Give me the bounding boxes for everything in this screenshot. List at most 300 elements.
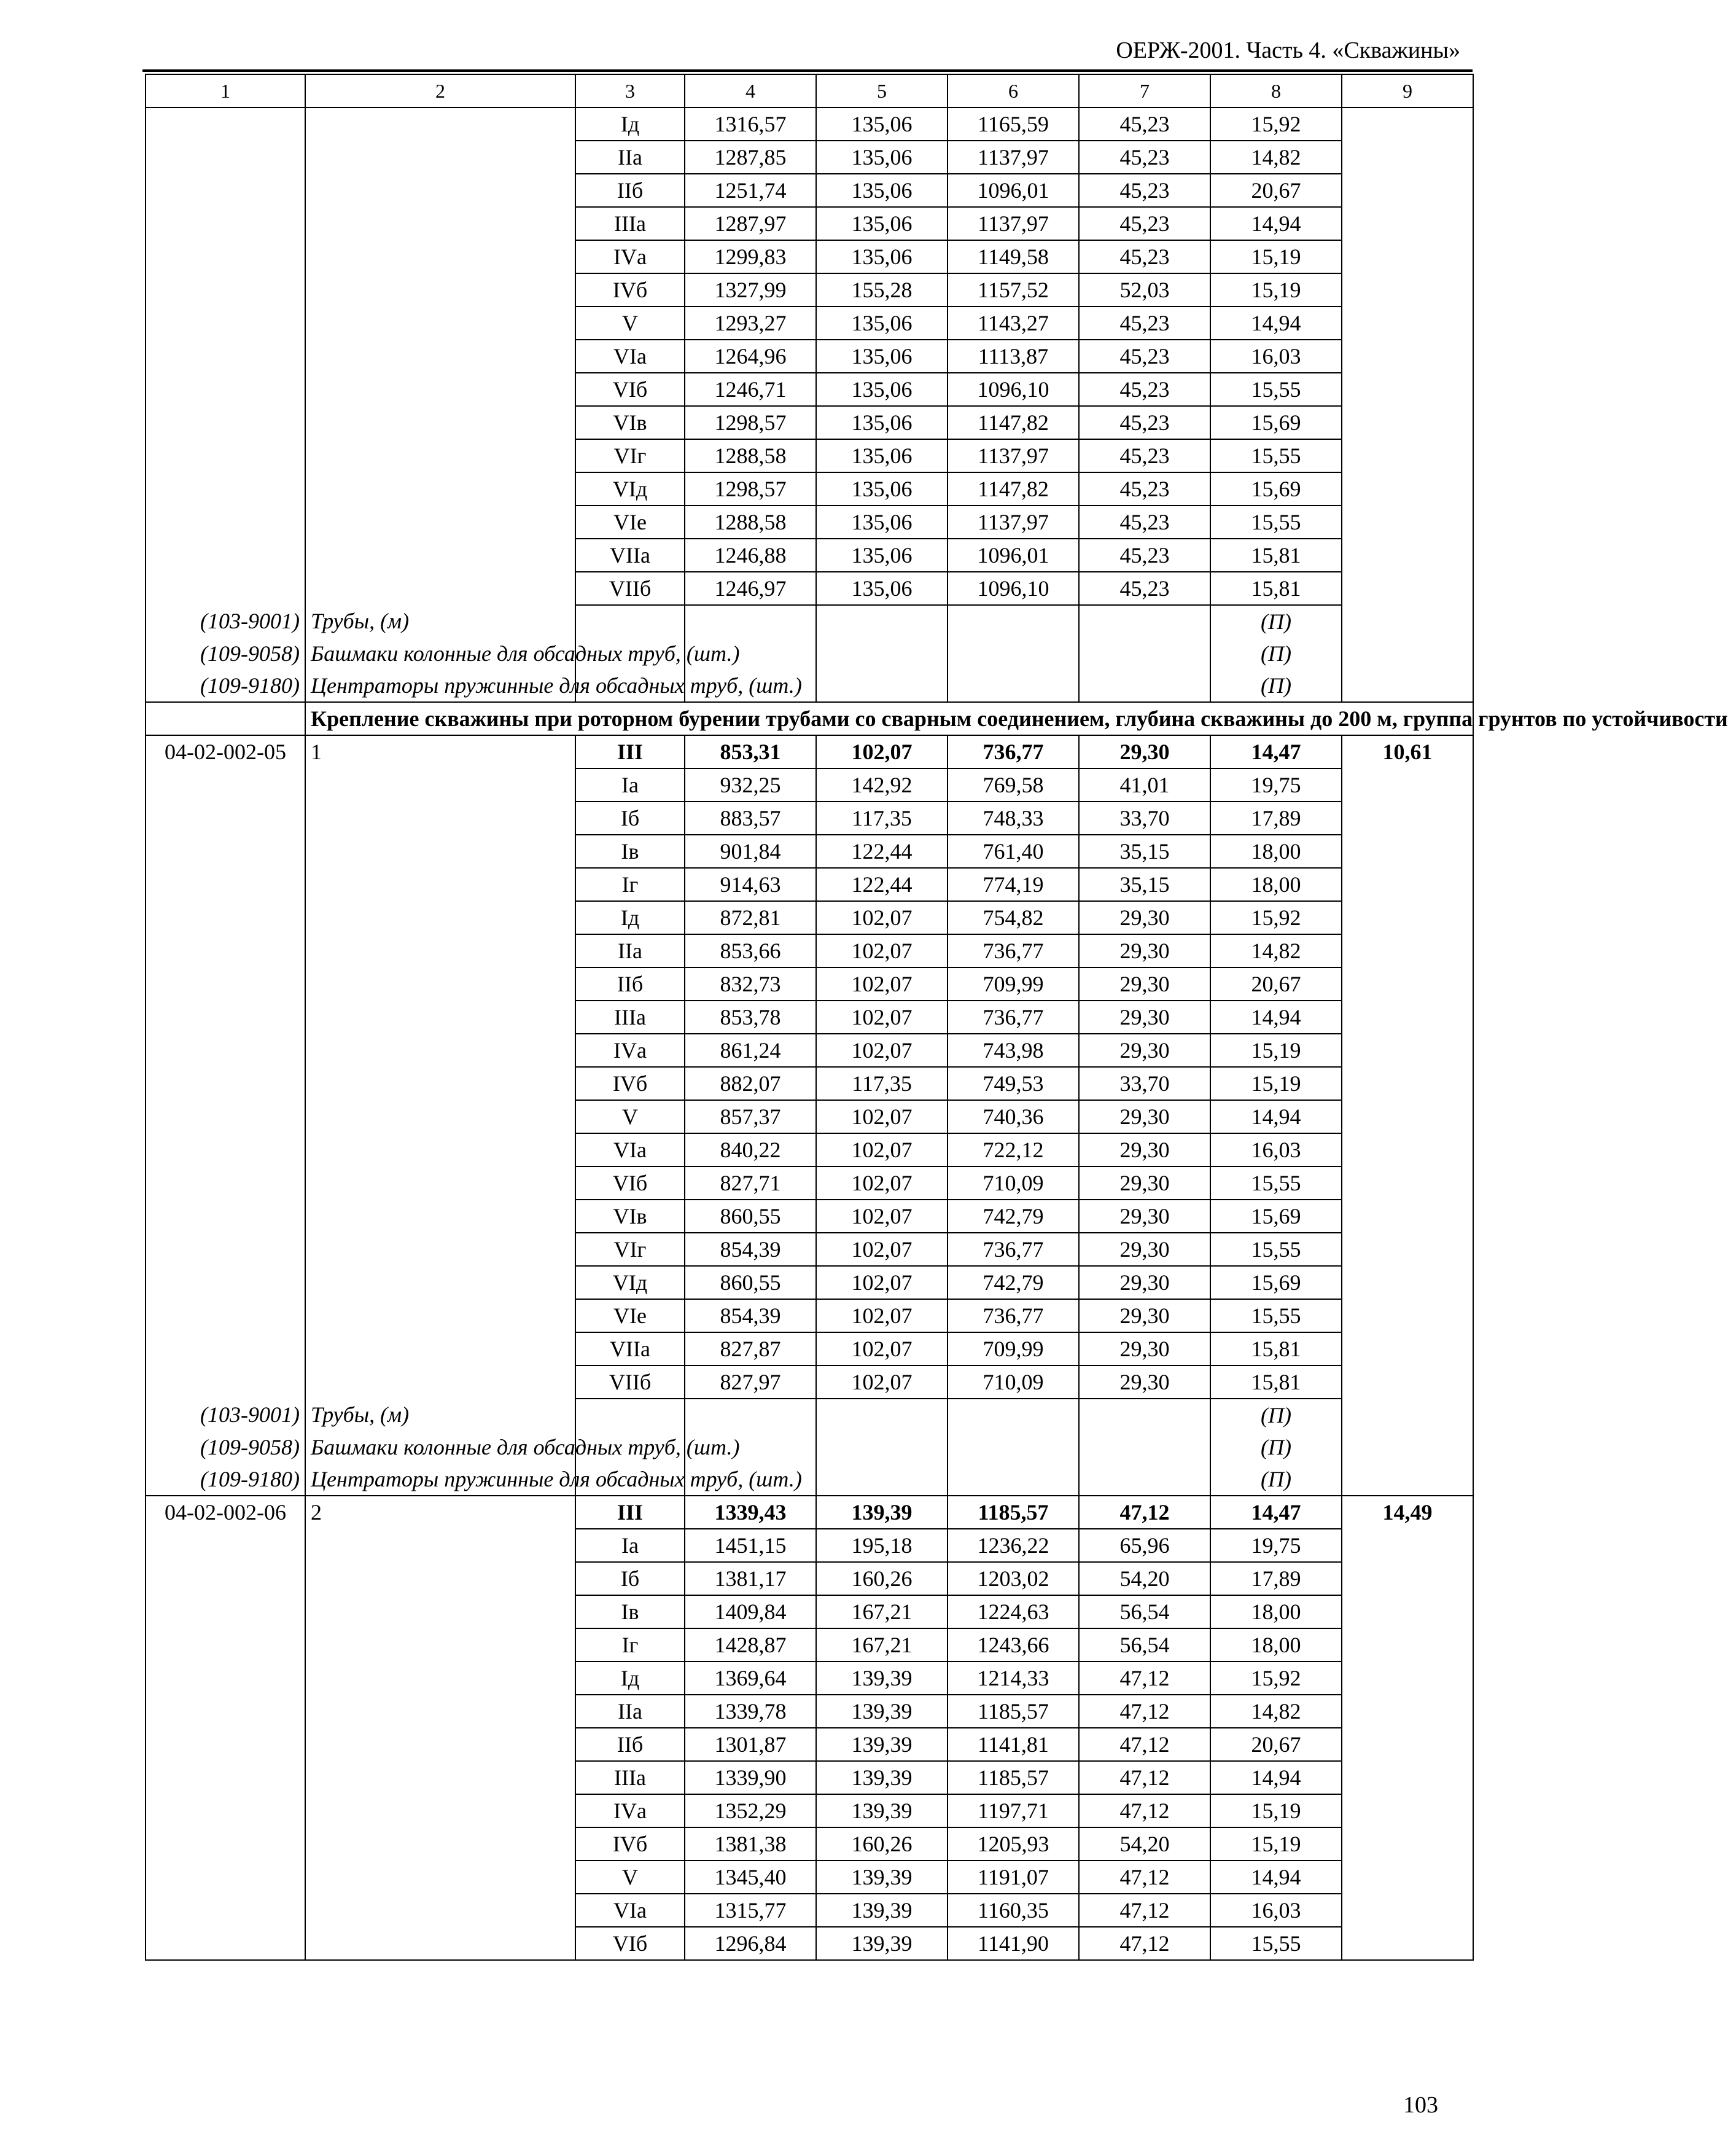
empty-cell — [575, 1399, 685, 1431]
wage-cell: 102,07 — [816, 735, 948, 768]
labor-cell: 15,55 — [1210, 1299, 1342, 1332]
labor-cell: 15,19 — [1210, 1067, 1342, 1100]
machinist-labor-cell — [1342, 1562, 1473, 1595]
machine-cell: 1160,35 — [948, 1894, 1079, 1927]
soil-group-cell: VIа — [575, 1894, 685, 1927]
norm-name-cell — [305, 768, 575, 802]
norm-code-cell — [146, 340, 305, 373]
driver-wage-cell: 47,12 — [1079, 1761, 1210, 1794]
empty-cell — [1079, 605, 1210, 638]
norm-code-cell — [146, 1166, 305, 1200]
wage-cell: 139,39 — [816, 1728, 948, 1761]
machine-cell: 1147,82 — [948, 472, 1079, 506]
resource-mark: (П) — [1210, 1399, 1342, 1431]
table-row — [146, 735, 1473, 768]
norm-name-cell — [305, 340, 575, 373]
soil-group-cell: Iд — [575, 1662, 685, 1695]
total-cost-cell: 1246,88 — [685, 539, 816, 572]
norm-code-cell: 04-02-002-05 — [146, 735, 305, 768]
total-cost-cell: 832,73 — [685, 967, 816, 1001]
table-row — [146, 1827, 1473, 1861]
norm-name-cell — [305, 406, 575, 439]
norm-name-cell — [305, 1861, 575, 1894]
wage-cell: 102,07 — [816, 1001, 948, 1034]
total-cost-cell: 1315,77 — [685, 1894, 816, 1927]
labor-cell: 20,67 — [1210, 967, 1342, 1001]
machine-cell: 736,77 — [948, 1001, 1079, 1034]
norm-name-cell — [305, 901, 575, 934]
table-row — [146, 307, 1473, 340]
soil-group-cell: IVа — [575, 1794, 685, 1827]
table-row — [146, 1299, 1473, 1332]
table-row — [146, 472, 1473, 506]
labor-cell: 15,19 — [1210, 1034, 1342, 1067]
machine-cell: 1243,66 — [948, 1628, 1079, 1662]
norm-code-cell — [146, 1662, 305, 1695]
machine-cell: 1147,82 — [948, 406, 1079, 439]
labor-cell: 14,94 — [1210, 307, 1342, 340]
total-cost-cell: 861,24 — [685, 1034, 816, 1067]
empty-cell — [948, 605, 1079, 638]
norm-code-cell — [146, 1067, 305, 1100]
resource-row — [146, 1463, 1473, 1496]
total-cost-cell: 854,39 — [685, 1233, 816, 1266]
total-cost-cell: 1246,97 — [685, 572, 816, 605]
norm-code-cell — [146, 835, 305, 868]
norm-name-cell — [305, 1166, 575, 1200]
machinist-labor-cell — [1342, 174, 1473, 207]
norm-code-cell — [146, 1894, 305, 1927]
total-cost-cell: 1288,58 — [685, 439, 816, 472]
driver-wage-cell: 29,30 — [1079, 1034, 1210, 1067]
soil-group-cell: Iв — [575, 835, 685, 868]
column-number: 4 — [685, 74, 816, 107]
soil-group-cell: Iг — [575, 868, 685, 901]
table-row — [146, 1529, 1473, 1562]
total-cost-cell: 1296,84 — [685, 1927, 816, 1960]
resource-code: (109-9058) — [146, 1431, 305, 1463]
norm-code-cell — [146, 1562, 305, 1595]
wage-cell: 122,44 — [816, 868, 948, 901]
driver-wage-cell: 29,30 — [1079, 1133, 1210, 1166]
soil-group-cell: VIг — [575, 439, 685, 472]
machinist-labor-cell — [1342, 1133, 1473, 1166]
machinist-labor-cell — [1342, 1827, 1473, 1861]
norm-name-cell — [305, 1728, 575, 1761]
machine-cell: 1236,22 — [948, 1529, 1079, 1562]
wage-cell: 117,35 — [816, 802, 948, 835]
labor-cell: 18,00 — [1210, 835, 1342, 868]
table-row — [146, 1662, 1473, 1695]
wage-cell: 135,06 — [816, 439, 948, 472]
driver-wage-cell: 35,15 — [1079, 868, 1210, 901]
soil-group-cell: IIб — [575, 1728, 685, 1761]
labor-cell: 15,55 — [1210, 1927, 1342, 1960]
table-row — [146, 967, 1473, 1001]
norm-code-cell — [146, 1761, 305, 1794]
labor-cell: 15,92 — [1210, 901, 1342, 934]
labor-cell: 15,55 — [1210, 439, 1342, 472]
machine-cell: 1137,97 — [948, 207, 1079, 240]
soil-group-cell: VIб — [575, 1927, 685, 1960]
soil-group-cell: Iа — [575, 1529, 685, 1562]
table-row — [146, 934, 1473, 967]
page-header-title: ОЕРЖ-2001. Часть 4. «Скважины» — [1116, 37, 1460, 63]
machinist-labor-cell — [1342, 373, 1473, 406]
empty-cell — [1342, 1431, 1473, 1463]
total-cost-cell: 827,97 — [685, 1365, 816, 1399]
machine-cell: 1185,57 — [948, 1761, 1079, 1794]
total-cost-cell: 840,22 — [685, 1133, 816, 1166]
labor-cell: 15,19 — [1210, 273, 1342, 307]
machinist-labor-cell — [1342, 439, 1473, 472]
table-row — [146, 1133, 1473, 1166]
machinist-labor-cell — [1342, 868, 1473, 901]
wage-cell: 139,39 — [816, 1927, 948, 1960]
empty-cell — [1079, 638, 1210, 670]
soil-group-cell: IVб — [575, 273, 685, 307]
soil-group-cell: Iг — [575, 1628, 685, 1662]
wage-cell: 102,07 — [816, 1133, 948, 1166]
total-cost-cell: 1264,96 — [685, 340, 816, 373]
table-row — [146, 1266, 1473, 1299]
norm-name-cell — [305, 572, 575, 605]
norm-name-cell — [305, 539, 575, 572]
soil-group-cell: Iа — [575, 768, 685, 802]
machine-cell: 1137,97 — [948, 141, 1079, 174]
empty-cell — [685, 1399, 816, 1431]
machinist-labor-cell — [1342, 406, 1473, 439]
soil-group-cell: V — [575, 307, 685, 340]
soil-group-cell: VIIб — [575, 1365, 685, 1399]
machine-cell: 710,09 — [948, 1166, 1079, 1200]
wage-cell: 160,26 — [816, 1562, 948, 1595]
machine-cell: 742,79 — [948, 1200, 1079, 1233]
driver-wage-cell: 45,23 — [1079, 174, 1210, 207]
norm-name-cell — [305, 1365, 575, 1399]
wage-cell: 102,07 — [816, 1100, 948, 1133]
norm-code-cell — [146, 273, 305, 307]
table-row — [146, 1794, 1473, 1827]
table-row — [146, 1695, 1473, 1728]
empty-cell — [816, 1399, 948, 1431]
driver-wage-cell: 35,15 — [1079, 835, 1210, 868]
empty-cell — [948, 1399, 1079, 1431]
norm-code-cell — [146, 1695, 305, 1728]
norm-name-cell — [305, 1200, 575, 1233]
driver-wage-cell: 54,20 — [1079, 1562, 1210, 1595]
norm-name-cell: 1 — [305, 735, 575, 768]
driver-wage-cell: 45,23 — [1079, 506, 1210, 539]
machinist-labor-cell — [1342, 1628, 1473, 1662]
machine-cell: 743,98 — [948, 1034, 1079, 1067]
driver-wage-cell: 29,30 — [1079, 1233, 1210, 1266]
empty-cell — [816, 1431, 948, 1463]
labor-cell: 16,03 — [1210, 1133, 1342, 1166]
labor-cell: 15,92 — [1210, 107, 1342, 141]
total-cost-cell: 1381,38 — [685, 1827, 816, 1861]
soil-group-cell: VIд — [575, 1266, 685, 1299]
norm-name-cell — [305, 141, 575, 174]
labor-cell: 14,94 — [1210, 1761, 1342, 1794]
table-row — [146, 1628, 1473, 1662]
norm-name-cell — [305, 1067, 575, 1100]
norm-name-cell — [305, 1695, 575, 1728]
soil-group-cell: IIб — [575, 174, 685, 207]
wage-cell: 135,06 — [816, 373, 948, 406]
norm-name-cell — [305, 802, 575, 835]
wage-cell: 139,39 — [816, 1861, 948, 1894]
norm-name-cell — [305, 1001, 575, 1034]
labor-cell: 15,69 — [1210, 406, 1342, 439]
norm-name-cell — [305, 1662, 575, 1695]
machine-cell: 736,77 — [948, 1233, 1079, 1266]
machine-cell: 1214,33 — [948, 1662, 1079, 1695]
norm-name-cell — [305, 1299, 575, 1332]
machinist-labor-cell — [1342, 768, 1473, 802]
machinist-labor-cell — [1342, 1927, 1473, 1960]
total-cost-cell: 1316,57 — [685, 107, 816, 141]
norm-code-cell — [146, 934, 305, 967]
wage-cell: 135,06 — [816, 207, 948, 240]
table-row — [146, 1067, 1473, 1100]
labor-cell: 14,94 — [1210, 1100, 1342, 1133]
column-number: 2 — [305, 74, 575, 107]
labor-cell: 19,75 — [1210, 768, 1342, 802]
empty-cell — [1079, 1431, 1210, 1463]
labor-cell: 15,55 — [1210, 506, 1342, 539]
wage-cell: 102,07 — [816, 1200, 948, 1233]
norm-code-cell — [146, 1233, 305, 1266]
total-cost-cell: 932,25 — [685, 768, 816, 802]
total-cost-cell: 1327,99 — [685, 273, 816, 307]
driver-wage-cell: 45,23 — [1079, 107, 1210, 141]
norm-code-cell — [146, 1332, 305, 1365]
norm-code-cell — [146, 1365, 305, 1399]
norm-code-cell — [146, 406, 305, 439]
resource-name: Трубы, (м) — [305, 1399, 575, 1431]
driver-wage-cell: 56,54 — [1079, 1628, 1210, 1662]
column-number: 5 — [816, 74, 948, 107]
wage-cell: 139,39 — [816, 1794, 948, 1827]
norm-name-cell — [305, 373, 575, 406]
soil-group-cell: VIIа — [575, 1332, 685, 1365]
machinist-labor-cell — [1342, 1662, 1473, 1695]
empty-cell — [1342, 605, 1473, 638]
wage-cell: 102,07 — [816, 1365, 948, 1399]
total-cost-cell: 1369,64 — [685, 1662, 816, 1695]
driver-wage-cell: 41,01 — [1079, 768, 1210, 802]
table-row — [146, 802, 1473, 835]
wage-cell: 135,06 — [816, 141, 948, 174]
machinist-labor-cell — [1342, 307, 1473, 340]
machinist-labor-cell — [1342, 572, 1473, 605]
total-cost-cell: 882,07 — [685, 1067, 816, 1100]
wage-cell: 135,06 — [816, 506, 948, 539]
driver-wage-cell: 29,30 — [1079, 934, 1210, 967]
total-cost-cell: 1428,87 — [685, 1628, 816, 1662]
labor-cell: 14,94 — [1210, 207, 1342, 240]
machinist-labor-cell — [1342, 273, 1473, 307]
labor-cell: 17,89 — [1210, 1562, 1342, 1595]
machinist-labor-cell — [1342, 340, 1473, 373]
norm-code-cell — [146, 1827, 305, 1861]
table-row — [146, 207, 1473, 240]
machine-cell: 748,33 — [948, 802, 1079, 835]
norm-code-cell — [146, 868, 305, 901]
soil-group-cell: IIб — [575, 967, 685, 1001]
wage-cell: 139,39 — [816, 1695, 948, 1728]
section-title: Крепление скважины при роторном бурении трубами со сварным соединением, глубина скважины до 200 м, группа грунтов по устойчивости — [305, 702, 1473, 735]
norm-code-cell — [146, 539, 305, 572]
labor-cell: 18,00 — [1210, 1595, 1342, 1628]
total-cost-cell: 1345,40 — [685, 1861, 816, 1894]
driver-wage-cell: 45,23 — [1079, 572, 1210, 605]
norm-code-cell — [146, 472, 305, 506]
table-row — [146, 1332, 1473, 1365]
soil-group-cell: Iд — [575, 107, 685, 141]
total-cost-cell: 1381,17 — [685, 1562, 816, 1595]
labor-cell: 15,55 — [1210, 1233, 1342, 1266]
norm-name-cell — [305, 1100, 575, 1133]
resource-code: (109-9180) — [146, 1463, 305, 1496]
machinist-labor-cell — [1342, 1266, 1473, 1299]
machine-cell: 1096,10 — [948, 572, 1079, 605]
total-cost-cell: 853,66 — [685, 934, 816, 967]
norm-code-cell — [146, 1595, 305, 1628]
driver-wage-cell: 29,30 — [1079, 1001, 1210, 1034]
table-row — [146, 506, 1473, 539]
machinist-labor-cell — [1342, 1529, 1473, 1562]
empty-cell — [816, 1463, 948, 1496]
labor-cell: 14,47 — [1210, 735, 1342, 768]
machinist-labor-cell — [1342, 901, 1473, 934]
norm-name-cell — [305, 1827, 575, 1861]
machinist-labor-cell — [1342, 1595, 1473, 1628]
table-row — [146, 406, 1473, 439]
machinist-labor-cell — [1342, 802, 1473, 835]
table-row — [146, 1562, 1473, 1595]
soil-group-cell: IIа — [575, 1695, 685, 1728]
norm-code-cell — [146, 240, 305, 273]
wage-cell: 135,06 — [816, 240, 948, 273]
machine-cell: 709,99 — [948, 967, 1079, 1001]
table-row — [146, 1861, 1473, 1894]
empty-cell — [575, 605, 685, 638]
norm-code-cell — [146, 1200, 305, 1233]
machine-cell: 1137,97 — [948, 506, 1079, 539]
norm-name-cell — [305, 472, 575, 506]
norm-name-cell — [305, 1562, 575, 1595]
wage-cell: 135,06 — [816, 340, 948, 373]
norm-code-cell — [146, 439, 305, 472]
total-cost-cell: 1287,85 — [685, 141, 816, 174]
table-row — [146, 273, 1473, 307]
total-cost-cell: 1251,74 — [685, 174, 816, 207]
labor-cell: 20,67 — [1210, 174, 1342, 207]
machinist-labor-cell — [1342, 539, 1473, 572]
soil-group-cell: IVб — [575, 1827, 685, 1861]
norm-name-cell — [305, 1595, 575, 1628]
driver-wage-cell: 33,70 — [1079, 802, 1210, 835]
driver-wage-cell: 56,54 — [1079, 1595, 1210, 1628]
section-title-row — [146, 702, 1473, 735]
driver-wage-cell: 29,30 — [1079, 1266, 1210, 1299]
labor-cell: 15,81 — [1210, 1332, 1342, 1365]
wage-cell: 139,39 — [816, 1894, 948, 1927]
wage-cell: 135,06 — [816, 307, 948, 340]
total-cost-cell: 827,71 — [685, 1166, 816, 1200]
norm-code-cell — [146, 572, 305, 605]
resource-row — [146, 638, 1473, 670]
machine-cell: 1096,01 — [948, 539, 1079, 572]
driver-wage-cell: 65,96 — [1079, 1529, 1210, 1562]
empty-cell — [1079, 670, 1210, 702]
soil-group-cell: VIе — [575, 1299, 685, 1332]
labor-cell: 15,81 — [1210, 539, 1342, 572]
total-cost-cell: 1409,84 — [685, 1595, 816, 1628]
norm-name-cell — [305, 1034, 575, 1067]
norm-name-cell — [305, 174, 575, 207]
machinist-labor-cell — [1342, 1728, 1473, 1761]
soil-group-cell: V — [575, 1100, 685, 1133]
table-row — [146, 373, 1473, 406]
table-row — [146, 768, 1473, 802]
total-cost-cell: 1287,97 — [685, 207, 816, 240]
wage-cell: 102,07 — [816, 934, 948, 967]
driver-wage-cell: 29,30 — [1079, 1299, 1210, 1332]
soil-group-cell: VIIб — [575, 572, 685, 605]
total-cost-cell: 1288,58 — [685, 506, 816, 539]
norm-name-cell — [305, 307, 575, 340]
machine-cell: 1113,87 — [948, 340, 1079, 373]
empty-cell — [948, 1463, 1079, 1496]
norm-code-cell — [146, 1034, 305, 1067]
norm-name-cell — [305, 240, 575, 273]
empty-cell — [1342, 1463, 1473, 1496]
machinist-labor-cell: 10,61 — [1342, 735, 1473, 768]
norm-code-cell — [146, 1529, 305, 1562]
labor-cell: 18,00 — [1210, 1628, 1342, 1662]
norm-name-cell — [305, 835, 575, 868]
norm-name-cell — [305, 1332, 575, 1365]
empty-cell — [948, 1431, 1079, 1463]
norm-code-cell — [146, 1266, 305, 1299]
wage-cell: 139,39 — [816, 1496, 948, 1529]
machinist-labor-cell — [1342, 1365, 1473, 1399]
total-cost-cell: 853,78 — [685, 1001, 816, 1034]
column-number: 8 — [1210, 74, 1342, 107]
machine-cell: 1141,90 — [948, 1927, 1079, 1960]
soil-group-cell: Iб — [575, 1562, 685, 1595]
machinist-labor-cell: 14,49 — [1342, 1496, 1473, 1529]
machinist-labor-cell — [1342, 1894, 1473, 1927]
empty-cell — [1342, 638, 1473, 670]
driver-wage-cell: 29,30 — [1079, 735, 1210, 768]
norm-code-cell — [146, 174, 305, 207]
labor-cell: 15,92 — [1210, 1662, 1342, 1695]
machine-cell: 742,79 — [948, 1266, 1079, 1299]
total-cost-cell: 1339,90 — [685, 1761, 816, 1794]
driver-wage-cell: 45,23 — [1079, 539, 1210, 572]
driver-wage-cell: 47,12 — [1079, 1861, 1210, 1894]
resource-row — [146, 605, 1473, 638]
norm-name-cell — [305, 1133, 575, 1166]
machinist-labor-cell — [1342, 506, 1473, 539]
machinist-labor-cell — [1342, 1166, 1473, 1200]
resource-code: (103-9001) — [146, 1399, 305, 1431]
labor-cell: 15,19 — [1210, 240, 1342, 273]
